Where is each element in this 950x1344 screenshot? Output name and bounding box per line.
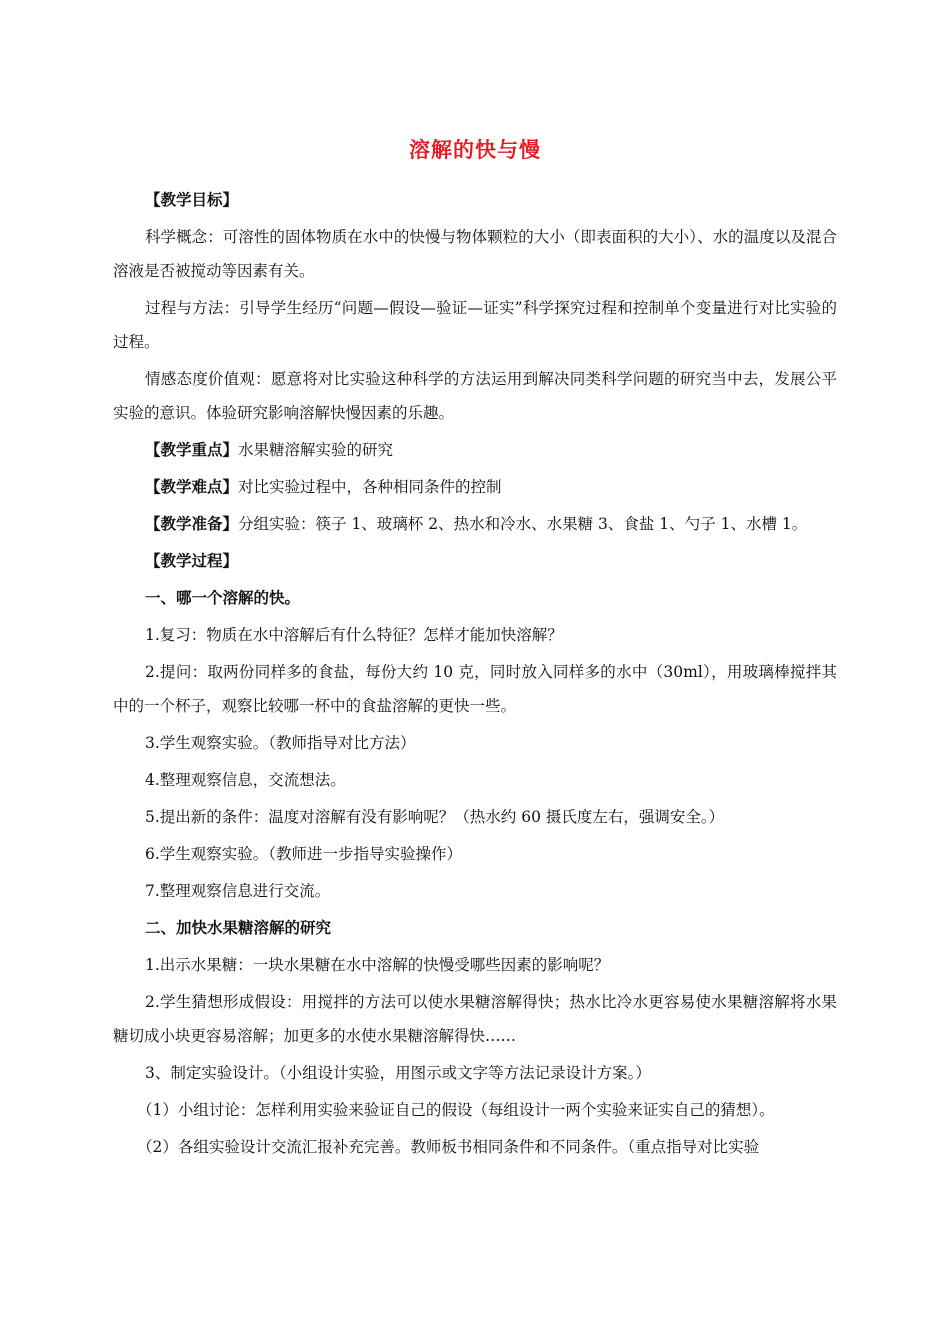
objective-science-concept: 科学概念：可溶性的固体物质在水中的快慢与物体颗粒的大小（即表面积的大小）、水的温度以及混合溶液是否被搅动等因素有关。 — [113, 228, 837, 280]
section1-item: 7.整理观察信息进行交流。 — [145, 882, 331, 900]
section1-item: 4.整理观察信息，交流想法。 — [145, 771, 346, 789]
section2-heading: 二、加快水果糖溶解的研究 — [145, 918, 332, 937]
key-point — [113, 433, 837, 467]
document-body — [113, 183, 837, 1167]
objective-emotion-value: 情感态度价值观：愿意将对比实验这种科学的方法运用到解决同类科学问题的研究当中去，发展公平实验的意识。体验研究影响溶解快慢因素的乐趣。 — [113, 370, 837, 422]
section1-heading: 一、哪一个溶解的快。 — [145, 588, 301, 607]
key-point-text: 水果糖溶解实验的研究 — [238, 441, 394, 459]
section1-item: 5.提出新的条件：温度对溶解有没有影响呢？（热水约 60 摄氏度左右，强调安全。） — [145, 808, 725, 826]
document-title: 溶解的快与慢 — [409, 137, 541, 162]
preparation — [113, 507, 837, 541]
difficulty-label: 【教学难点】 — [145, 477, 239, 496]
objectives-heading: 【教学目标】 — [145, 190, 239, 209]
section1-item: 1.复习：物质在水中溶解后有什么特征？怎样才能加快溶解？ — [145, 626, 563, 644]
difficulty-point — [113, 470, 837, 504]
section1-item: 6.学生观察实验。（教师进一步指导实验操作） — [145, 845, 463, 863]
objective-process-method: 过程与方法：引导学生经历“问题—假设—验证—证实”科学探究过程和控制单个变量进行对比实验的过程。 — [113, 299, 837, 351]
difficulty-text: 对比实验过程中，各种相同条件的控制 — [238, 478, 502, 496]
section1-item: 2.提问：取两份同样多的食盐，每份大约 10 克，同时放入同样多的水中（30ml），用玻璃棒搅拌其中的一个杯子，观察比较哪一杯中的食盐溶解的更快一些。 — [113, 663, 837, 715]
preparation-label: 【教学准备】 — [145, 514, 239, 533]
section2-item: 3、制定实验设计。（小组设计实验，用图示或文字等方法记录设计方案。） — [145, 1064, 651, 1082]
section1-item: 3.学生观察实验。（教师指导对比方法） — [145, 734, 416, 752]
section2-item: 2.学生猜想形成假设：用搅拌的方法可以使水果糖溶解得快；热水比冷水更容易使水果糖溶解将水果糖切成小块更容易溶解；加更多的水使水果糖溶解得快…… — [113, 993, 837, 1045]
preparation-text: 分组实验：筷子 1、玻璃杯 2、热水和冷水、水果糖 3、食盐 1、勺子 1、水槽 1。 — [238, 515, 808, 533]
section2-subitem: （2）各组实验设计交流汇报补充完善。教师板书相同条件和不同条件。（重点指导对比实验 — [137, 1138, 760, 1156]
process-heading: 【教学过程】 — [145, 551, 239, 570]
document-page — [113, 0, 837, 1344]
key-point-label: 【教学重点】 — [145, 440, 239, 459]
section2-item: 1.出示水果糖：一块水果糖在水中溶解的快慢受哪些因素的影响呢？ — [145, 956, 610, 974]
section2-subitem: （1）小组讨论：怎样利用实验来验证自己的假设（每组设计一两个实验来证实自己的猜想）。 — [137, 1101, 775, 1119]
